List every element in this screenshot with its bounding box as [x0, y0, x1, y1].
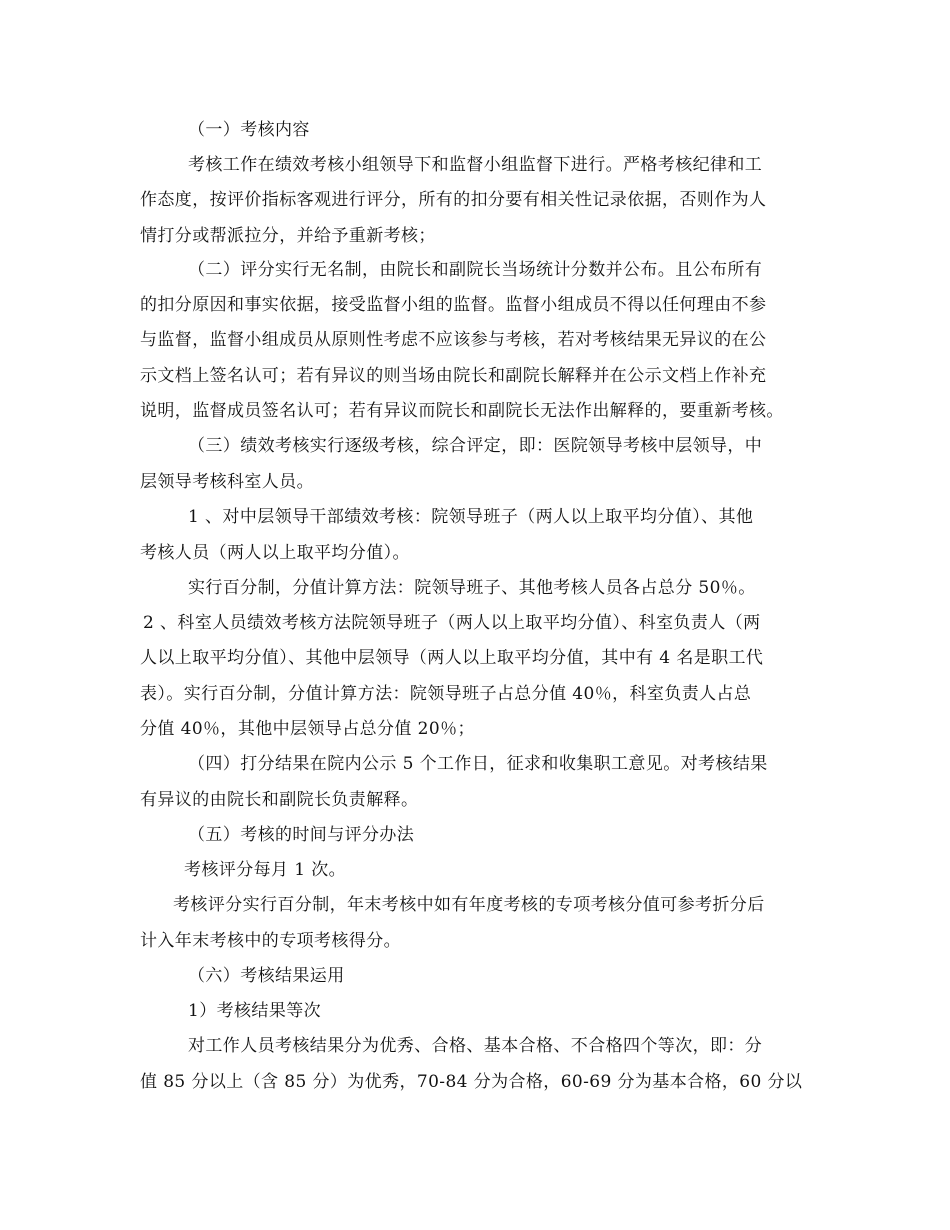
list-item-1: 1 、对中层领导干部绩效考核：院领导班子（两人以上取平均分值）、其他 [188, 507, 754, 527]
heading-1-assessment-content: （一）考核内容 [188, 120, 310, 140]
paragraph-line: 作态度，按评价指标客观进行评分，所有的扣分要有相关性记录依据，否则作为人 [140, 190, 767, 210]
heading-5-time-and-scoring: （五）考核的时间与评分办法 [188, 825, 415, 845]
paragraph-line: 的扣分原因和事实依据，接受监督小组的监督。监督小组成员不得以任何理由不参 [140, 295, 767, 315]
subheading-result-grades: 1）考核结果等次 [188, 1001, 322, 1021]
paragraph-line: 考核评分每月 1 次。 [184, 860, 347, 880]
paragraph-line: 考核评分实行百分制，年末考核中如有年度考核的专项考核分值可参考折分后 [173, 895, 765, 915]
paragraph-line: 计入年末考核中的专项考核得分。 [140, 931, 401, 951]
paragraph-line: 实行百分制，分值计算方法：院领导班子、其他考核人员各占总分 50％。 [188, 578, 756, 598]
paragraph-line: 考核人员（两人以上取平均分值）。 [140, 543, 410, 563]
heading-6-result-application: （六）考核结果运用 [188, 966, 345, 986]
paragraph-line: 值 85 分以上（含 85 分）为优秀，70-84 分为合格，60-69 分为基本合格，60 分以 [140, 1072, 803, 1092]
paragraph-line: 人以上取平均分值）、其他中层领导（两人以上取平均分值，其中有 4 名是职工代 [140, 648, 764, 668]
paragraph-line: 表）。实行百分制，分值计算方法：院领导班子占总分值 40％，科室负责人占总 [140, 684, 752, 704]
paragraph-line: 分值 40％，其他中层领导占总分值 20％； [140, 719, 475, 739]
paragraph-line: 有异议的由院长和副院长负责解释。 [140, 790, 419, 810]
paragraph-line: 示文档上签名认可；若有异议的则当场由院长和副院长解释并在公示文档上作补充 [140, 366, 767, 386]
paragraph-line: （四）打分结果在院内公示 5 个工作日，征求和收集职工意见。对考核结果 [188, 754, 768, 774]
paragraph-line: 考核工作在绩效考核小组领导下和监督小组监督下进行。严格考核纪律和工 [188, 155, 763, 175]
paragraph-line: 层领导考核科室人员。 [140, 472, 314, 492]
list-item-2: 2 、科室人员绩效考核方法院领导班子（两人以上取平均分值）、科室负责人（两 [143, 613, 761, 633]
paragraph-line: （二）评分实行无名制，由院长和副院长当场统计分数并公布。且公布所有 [188, 260, 763, 280]
paragraph-line: 说明，监督成员签名认可；若有异议而院长和副院长无法作出解释的，要重新考核。 [140, 401, 784, 421]
paragraph-line: 与监督，监督小组成员从原则性考虑不应该参与考核，若对考核结果无异议的在公 [140, 330, 767, 350]
paragraph-line: 情打分或帮派拉分，并给予重新考核； [140, 226, 436, 246]
paragraph-line: 对工作人员考核结果分为优秀、合格、基本合格、不合格四个等次，即：分 [188, 1036, 763, 1056]
paragraph-line: （三）绩效考核实行逐级考核，综合评定，即：医院领导考核中层领导，中 [188, 436, 763, 456]
